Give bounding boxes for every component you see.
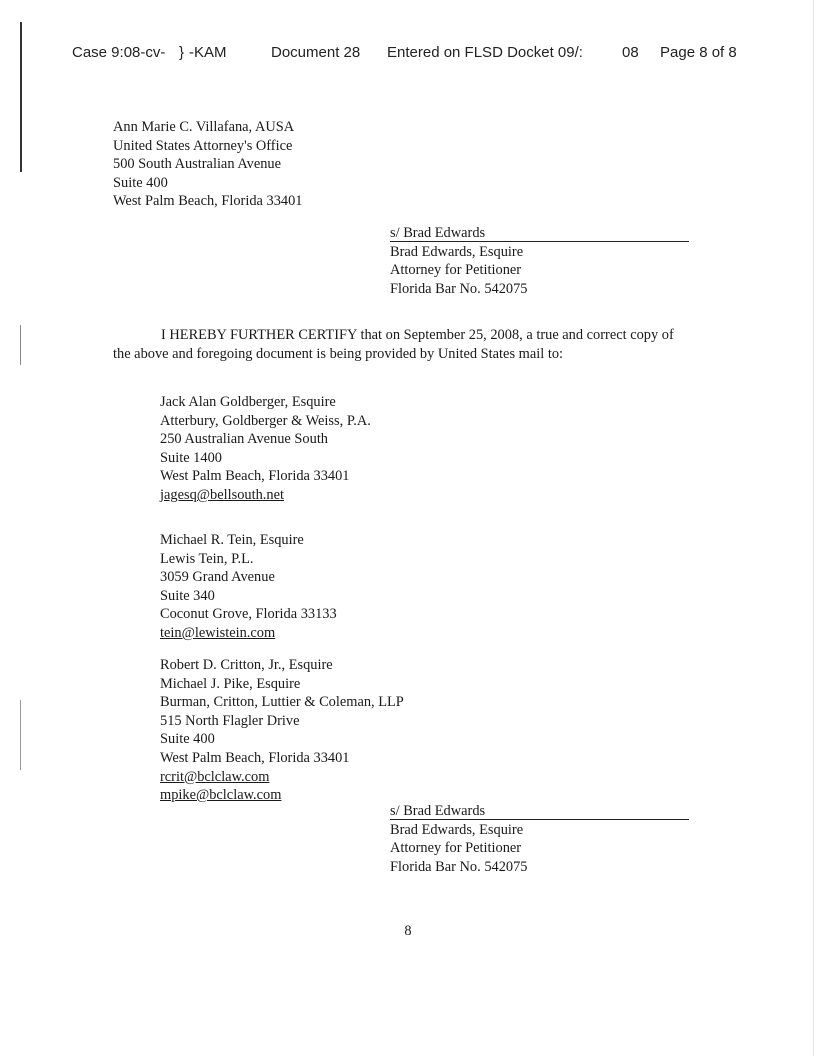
- header-fragment: -KAM: [189, 44, 227, 61]
- signer-role: Attorney for Petitioner: [390, 840, 522, 857]
- recipient-goldberger: [160, 393, 371, 505]
- address-line: Atterbury, Goldberger & Weiss, P.A.: [160, 412, 371, 429]
- address-line: Robert D. Critton, Jr., Esquire: [160, 657, 333, 673]
- address-line: United States Attorney's Office: [113, 137, 293, 154]
- email-link[interactable]: tein@lewistein.com: [160, 624, 276, 641]
- address-line: Lewis Tein, P.L.: [160, 550, 254, 567]
- address-line: 500 South Australian Avenue: [113, 156, 282, 173]
- scan-edge-mark: [20, 700, 21, 770]
- email-link[interactable]: jagesq@bellsouth.net: [160, 486, 284, 503]
- signer-role: Attorney for Petitioner: [390, 262, 522, 279]
- header-document: Document 28: [271, 44, 361, 61]
- certification-line: the above and foregoing document is being provided by United States mail to:: [113, 346, 564, 362]
- address-line: West Palm Beach, Florida 33401: [160, 468, 350, 485]
- address-line: Michael R. Tein, Esquire: [160, 532, 304, 548]
- e-signature: s/ Brad Edwards: [390, 225, 486, 241]
- address-line: West Palm Beach, Florida 33401: [160, 749, 350, 766]
- address-line: Jack Alan Goldberger, Esquire: [160, 394, 336, 410]
- address-line: 3059 Grand Avenue: [160, 569, 275, 586]
- header-page: Page 8 of 8: [660, 44, 737, 61]
- scan-edge-mark: [813, 0, 814, 1056]
- page-number: 8: [404, 923, 412, 939]
- address-line: Coconut Grove, Florida 33133: [160, 606, 337, 623]
- certification-line: I HEREBY FURTHER CERTIFY that on September 25, 2008, a true and correct copy of: [161, 327, 674, 343]
- signer-name: Brad Edwards, Esquire: [390, 821, 524, 838]
- address-line: Michael J. Pike, Esquire: [160, 675, 301, 692]
- certification-paragraph: [113, 326, 723, 364]
- scan-edge-mark: [20, 325, 21, 365]
- address-line: Suite 340: [160, 587, 215, 604]
- address-line: Suite 400: [113, 174, 168, 191]
- header-fragment: }: [179, 44, 185, 61]
- address-line: West Palm Beach, Florida 33401: [113, 193, 303, 210]
- ausa-address: [113, 118, 303, 211]
- address-line: Burman, Critton, Luttier & Coleman, LLP: [160, 694, 404, 711]
- signer-bar-number: Florida Bar No. 542075: [390, 858, 528, 875]
- signature-line: [390, 241, 689, 242]
- recipient-tein: [160, 531, 337, 643]
- address-line: 250 Australian Avenue South: [160, 431, 329, 448]
- signature-block: [390, 224, 528, 298]
- email-link[interactable]: rcrit@bclclaw.com: [160, 768, 270, 785]
- header-entered: Entered on FLSD Docket 09/:: [387, 44, 583, 61]
- signer-name: Brad Edwards, Esquire: [390, 243, 524, 260]
- address-line: Suite 400: [160, 731, 215, 748]
- header-fragment: 08: [622, 44, 639, 61]
- signature-block: [390, 802, 528, 876]
- email-link[interactable]: mpike@bclclaw.com: [160, 787, 282, 804]
- signer-bar-number: Florida Bar No. 542075: [390, 280, 528, 297]
- signature-line: [390, 819, 689, 820]
- address-line: 515 North Flagler Drive: [160, 712, 300, 729]
- address-line: Suite 1400: [160, 449, 222, 466]
- e-signature: s/ Brad Edwards: [390, 803, 486, 819]
- docket-header: [0, 44, 816, 64]
- header-case: Case 9:08-cv-: [72, 44, 166, 61]
- address-line: Ann Marie C. Villafana, AUSA: [113, 119, 295, 135]
- recipient-critton: [160, 656, 404, 805]
